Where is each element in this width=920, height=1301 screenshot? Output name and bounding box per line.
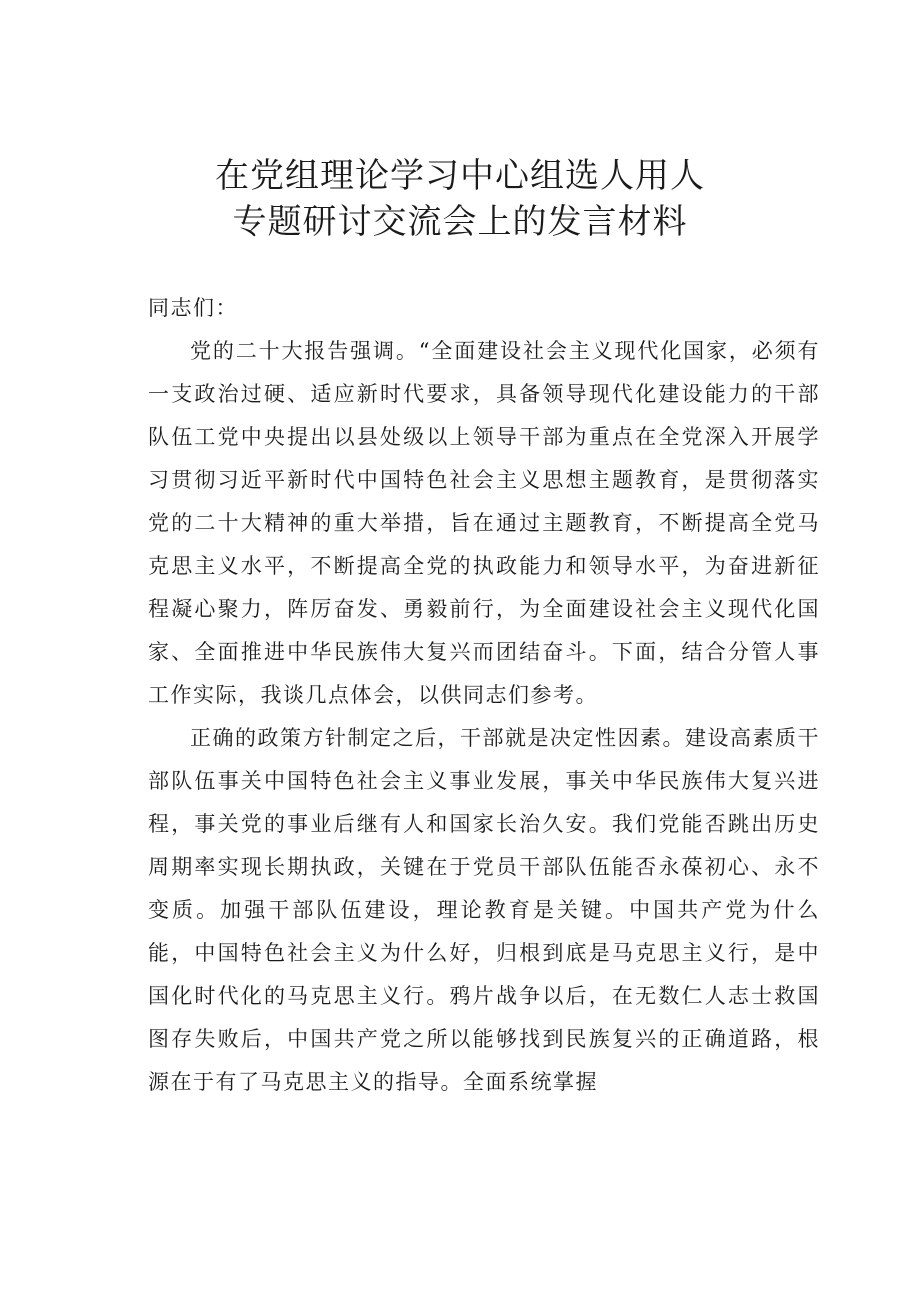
document-body — [148, 287, 820, 1104]
title-line-2: 专题研讨交流会上的发言材料 — [232, 202, 688, 242]
paragraph-1: 党的二十大报告强调。“全面建设社会主义现代化国家，必须有一支政治过硬、适应新时代要求，具备领导现代化建设能力的干部队伍工党中央提出以县处级以上领导干部为重点在全党深入开展学习贯彻习近平新时代中国特色社会主义思想主题教育，是贯彻落实党的二十大精神的重大举措，旨在通过主题教育，不断提高全党马克思主义水平，不断提高全党的执政能力和领导水平，为奋进新征程凝心聚力，阵厉奋发、勇毅前行，为全面建设社会主义现代化国家、全面推进中华民族伟大复兴而团结奋斗。下面，结合分管人事工作实际，我谈几点体会，以供同志们参考。 — [148, 339, 820, 707]
paragraph-2: 正确的政策方针制定之后，干部就是决定性因素。建设高素质干部队伍事关中国特色社会主义事业发展，事关中华民族伟大复兴进程，事关党的事业后继有人和国家长治久安。我们党能否跳出历史周期率实现长期执政，关键在于党员干部队伍能否永葆初心、永不变质。加强干部队伍建设，理论教育是关键。中国共产党为什么能，中国特色社会主义为什么好，归根到底是马克思主义行，是中国化时代化的马克思主义行。鸦片战争以后，在无数仁人志士救国图存失败后，中国共产党之所以能够找到民族复兴的正确道路，根源在于有了马克思主义的指导。全面系统掌握 — [148, 726, 820, 1094]
salutation: 同志们： — [148, 296, 238, 320]
title-line-1: 在党组理论学习中心组选人用人 — [215, 156, 705, 196]
document-title — [120, 153, 800, 245]
